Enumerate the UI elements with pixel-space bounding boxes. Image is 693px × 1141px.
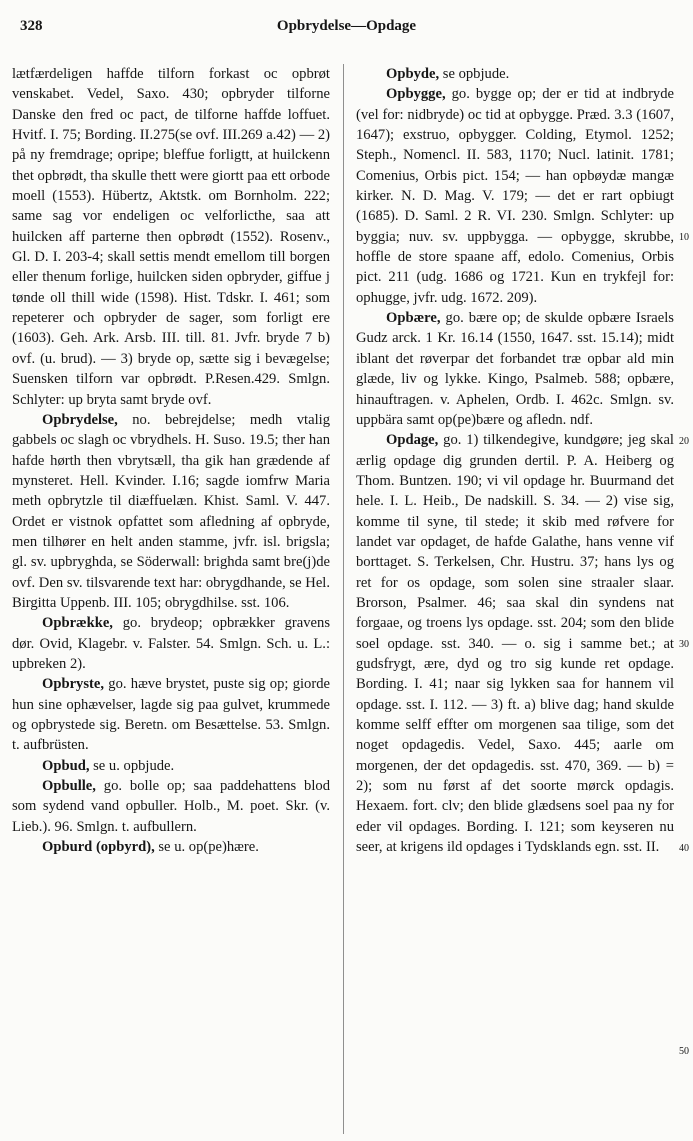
entry-body: go. bygge op; der er tid at indbryde (vel for: nidbryde) oc tid at opbygge. Præd. 3.3 (1607, 1647); exstruo, opbygger. Colding, Etymol. 1252; Steph., Nomencl. II. 583, 1170; Nucl. latinit. 1781; Comenius, Orbis pict. 154; — han opbøydæ mangæ kirker. N. D. Mag. V. 179; — det er rart opbiugt (1685). D. Saml. 2 R. VI. 230. Smlgn. Schlyter: up byggia; nuv. sv. uppbygga. — opbygge, skrubbe, hoffle de store spaane aff, edolo. Comenius, Orbis pict. 211 (udg. 1686 og 1721. Kun en trykfejl for: ophugge, jvfr. udg. 1672. 209). bbox=[356, 86, 674, 306]
headword: Opbud, bbox=[42, 757, 90, 774]
headword: Opbygge, bbox=[386, 86, 446, 103]
entry-opbud bbox=[12, 756, 330, 776]
entry-body: no. bebrejdelse; medh vtalig gabbels oc slagh oc vbrydhels. H. Suso. 19.5; ther han hafde hørth then vbrytsæll, tha gik han grædende af mynsteret. Hell. Kvinder. I.16; sagde iomfrw Maria meth opbrytzle til diæffuelæn. Khist. Saml. V. 447. Ordet er vistnok opfattet som afledning af opbryde, men tilhører en helt anden stamme, jvfr. isl. brigsla; gl. sv. upbryghda, se Söderwall: brighda samt bre(j)de ovf. Den sv. tilsvarende text har: obrygdhande, se Hel. Birgitta Uppenb. III. 105; obrygdhilse. sst. 106. bbox=[12, 411, 330, 611]
page-header bbox=[14, 18, 679, 40]
headword: Opbære, bbox=[386, 310, 441, 327]
entry-opbygge bbox=[356, 84, 674, 308]
line-number-30: 30 bbox=[679, 639, 689, 650]
line-number-20: 20 bbox=[679, 436, 689, 447]
entry-body: go. bolle op; saa paddehattens blod som sydend vand opbuller. Holb., M. poet. Skr. (v. Lieb.). 96. Smlgn. t. aufbullern. bbox=[12, 778, 330, 835]
entry-body: go. brydeop; opbrækker gravens dør. Ovid, Klagebr. v. Falster. 54. Smlgn. Sch. u. L.: upbreken 2). bbox=[12, 615, 330, 672]
entry-body: go. hæve brystet, puste sig op; giorde hun sine ophævelser, lagde sig paa gulvet, krummede og opbrystede sig. Beretn. om Besættelse. 53. Smlgn. t. aufbrüsten. bbox=[12, 676, 330, 754]
entry-opburd bbox=[12, 837, 330, 857]
headword: Opburd (opbyrd), bbox=[42, 839, 155, 856]
running-head: Opbrydelse—Opdage bbox=[276, 18, 417, 34]
headword: Opbryste, bbox=[42, 676, 105, 693]
entry-body: se u. op(pe)hære. bbox=[154, 839, 259, 856]
page-number: 328 bbox=[20, 18, 43, 34]
headword: Opbulle, bbox=[42, 778, 96, 795]
line-number-40: 40 bbox=[679, 843, 689, 854]
entry-opbulle bbox=[12, 776, 330, 837]
entry-opbaere bbox=[356, 308, 674, 430]
headword: Opbrydelse, bbox=[42, 411, 118, 428]
left-column bbox=[12, 64, 330, 857]
continued-entry-text: lætfærdeligen haffde tilforn forkast oc opbrøt venskabet. Vedel, Saxo. 430; opbryder tilforne Danske den fred oc pact, de tilforne haffde loffuet. Hvitf. I. 75; Bording. II.275(se ovf. III.269 a.42) — 2) på ny fremdrage; opripe; bleffue forligtt, at huilckenn thet opbrødt, tha skulle thett were giortt paa ett orbode moell (1553). Hübertz, Aktstk. om Bornholm. 222; same sag vor endeligen oc velforlicthe, saa att huilcken aff parterne then opbrødt (1552). Rosenv., Gl. D. I. 203-4; skall settis mendt emellom till borgen eller thenum forlige, huilcken siden opbryder, giffue j tønde oll thill wide (1598). Hist. Tdskr. I. 461; som repeterer och opbryder de sager, som forligt ere (1603). Geh. Ark. Arsb. III. till. 81. Jvfr. bryde 7 b) ovf. (u. brud). — 3) bryde op, sætte sig i bevægelse; Suensken tilforn var opbrødt. P.Resen.429. Smlgn. Schlyter: up bryta samt bryde ovf. bbox=[12, 66, 330, 408]
entry-body: go. 1) tilkendegive, kundgøre; jeg skal ærlig opdage dig grunden dertil. P. A. Heiberg og Thom. Buntzen. 190; vi vil opdage hr. Buurmand det hele. I. L. Heib., De nadskill. S. 34. — 2) vise sig, komme til syne, til stede; it skib med røfvere for landet var opdaget, de hafde Galathe, hans venne vif borttaget. S. Terkelsen, Chr. Hustru. 37; hans lys og ret for os opdage, som solen sine straaler slaar. Brorson, Psalmer. 46; saa skal din syndens nat forgaae, og troens lys opdage. sst. 204; som den blide soel opdage. sst. 340. — o. sig i samme bet.; at gudsfrygt, ære, dyd og tro sig kunde ret opdage. Bording. I. 41; naar sig lykken saa for hannem vil opdage. sst. I. 112. — 3) ft. a) blive dag; hand skulde komme selff effter om morgenen saa tilige, som det noget opdagedis. Vedel, Saxo. 445; aarle om morgenen, der det opdagedis. sst. 470, 369. — b) = 2); som nu først af det soorte mørck opdagis. Hexaem. fort. clv; den blide glædsens soel paa ny for eder vil opdages. Bording. I. 121; som keyseren nu seer, at krigens ild opdages i Tydsklands egn. sst. II. bbox=[356, 432, 674, 856]
entry-body: se opbjude. bbox=[439, 66, 510, 82]
entry-body: go. bære op; de skulde opbære Israels Gudz arck. 1 Kr. 16.14 (1550, 1647. sst. 15.14); midt iblant det røverpar det forbandet træ opbar ald min glæde, liv og lykke. Kingo, Psalmeb. 588; opbære, hinauftragen. v. Aphelen, Ordb. I. 462c. Smlgn. sv. uppbära samt op(pe)bære og afledn. ndf. bbox=[356, 310, 674, 428]
right-column bbox=[356, 64, 674, 857]
line-number-10: 10 bbox=[679, 232, 689, 243]
headword: Opbyde, bbox=[386, 66, 440, 82]
entry-body: se u. opbjude. bbox=[89, 757, 175, 774]
headword: Opbrække, bbox=[42, 615, 113, 632]
line-number-50: 50 bbox=[679, 1046, 689, 1057]
entry-opdage bbox=[356, 430, 674, 857]
entry-opbyde bbox=[356, 64, 674, 84]
headword: Opdage, bbox=[386, 432, 439, 449]
entry-opbryste bbox=[12, 674, 330, 755]
entry-opbraekke bbox=[12, 613, 330, 674]
entry-opbrydelse bbox=[12, 410, 330, 613]
